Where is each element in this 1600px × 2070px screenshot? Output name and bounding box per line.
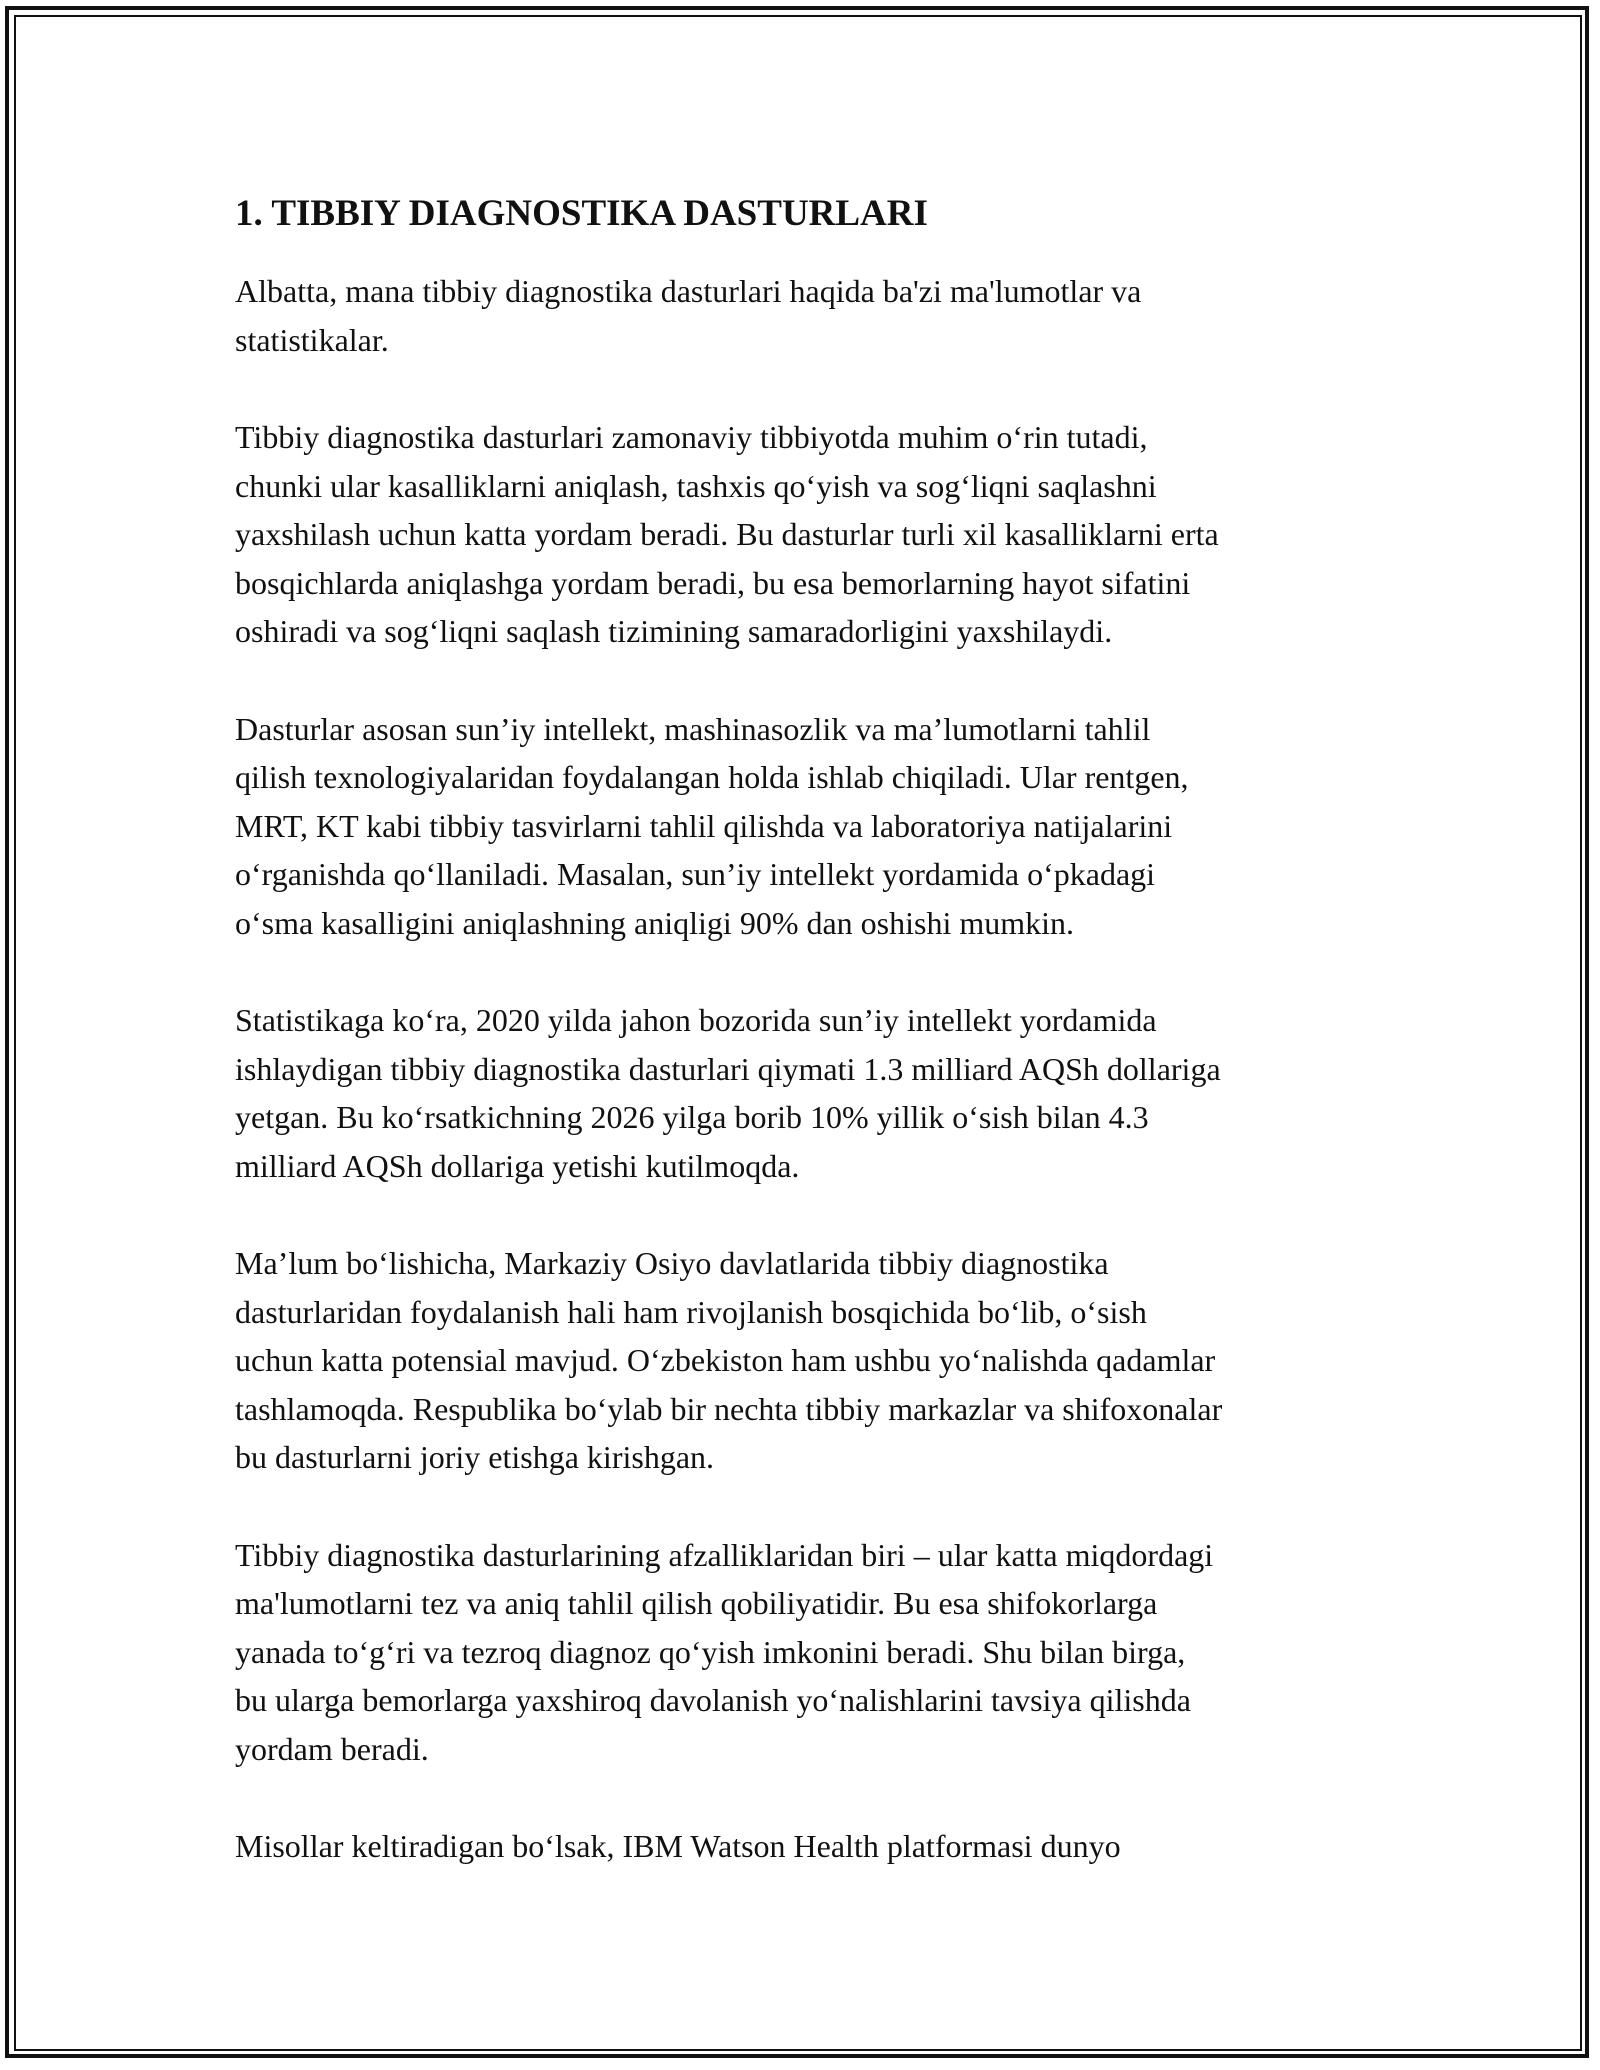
paragraph-line: uchun katta potensial mavjud. O‘zbekiston ham ushbu yo‘nalishda qadamlar xyxy=(235,1342,1216,1378)
paragraph-line: dasturlaridan foydalanish hali ham rivojlanish bosqichida bo‘lib, o‘sish xyxy=(235,1293,1147,1330)
paragraph-line: Misollar keltiradigan bo‘lsak, IBM Watson Health platformasi dunyo xyxy=(235,1828,1121,1864)
paragraph-line: yaxshilash uchun katta yordam beradi. Bu dasturlar turli xil kasalliklarni erta xyxy=(235,516,1219,552)
paragraph-line: ma'lumotlarni tez va aniq tahlil qilish qobiliyatidir. Bu esa shifokorlarga xyxy=(235,1585,1158,1621)
paragraph-line: MRT, KT kabi tibbiy tasvirlarni tahlil qilishda va laboratoriya natijalarini xyxy=(235,807,1173,844)
paragraph-line: tashlamoqda. Respublika bo‘ylab bir nechta tibbiy markazlar va shifoxonalar xyxy=(235,1390,1223,1427)
paragraph-line: milliard AQSh dollariga yetishi kutilmoqda. xyxy=(235,1147,800,1184)
paragraph-line: Statistikaga ko‘ra, 2020 yilda jahon bozorida sun’iy intellekt yordamida xyxy=(235,1002,1157,1038)
paragraph-line: bu dasturlarni joriy etishga kirishgan. xyxy=(235,1439,715,1475)
paragraph-line: yanada to‘g‘ri va tezroq diagnoz qo‘yish imkonini beradi. Shu bilan birga, xyxy=(235,1633,1186,1670)
paragraph-line: Dasturlar asosan sun’iy intellekt, mashinasozlik va ma’lumotlarni tahlil xyxy=(235,710,1151,747)
paragraph-line: ishlaydigan tibbiy diagnostika dasturlari qiymati 1.3 milliard AQSh dollariga xyxy=(235,1050,1221,1087)
paragraph xyxy=(235,1239,1395,1482)
paragraph-list xyxy=(235,267,1395,1871)
paragraph-line: chunki ular kasalliklarni aniqlash, tashxis qo‘yish va sog‘liqni saqlashni xyxy=(235,467,1157,504)
paragraph xyxy=(235,413,1395,656)
paragraph xyxy=(235,1531,1395,1774)
paragraph xyxy=(235,267,1395,364)
paragraph-line: yetgan. Bu ko‘rsatkichning 2026 yilga borib 10% yillik o‘sish bilan 4.3 xyxy=(235,1099,1149,1135)
paragraph-line: statistikalar. xyxy=(235,321,389,358)
paragraph-line: o‘rganishda qo‘llaniladi. Masalan, sun’iy intellekt yordamida o‘pkadagi xyxy=(235,856,1156,892)
paragraph-line: Tibbiy diagnostika dasturlari zamonaviy tibbiyotda muhim o‘rin tutadi, xyxy=(235,419,1148,455)
paragraph-line: Tibbiy diagnostika dasturlarining afzalliklaridan biri – ular katta miqdordagi xyxy=(235,1536,1214,1573)
paragraph-line: yordam beradi. xyxy=(235,1730,429,1767)
paragraph-line: bu ularga bemorlarga yaxshiroq davolanish yo‘nalishlarini tavsiya qilishda xyxy=(235,1682,1191,1718)
paragraph xyxy=(235,996,1395,1190)
paragraph xyxy=(235,705,1395,948)
section-heading: 1. TIBBIY DIAGNOSTIKA DASTURLARI xyxy=(235,193,928,234)
paragraph-line: o‘sma kasalligini aniqlashning aniqligi 90% dan oshishi mumkin. xyxy=(235,904,1075,941)
paragraph-line: Ma’lum bo‘lishicha, Markaziy Osiyo davlatlarida tibbiy diagnostika xyxy=(235,1245,1109,1281)
paragraph-line: oshiradi va sog‘liqni saqlash tizimining samaradorligini yaxshilaydi. xyxy=(235,613,1113,649)
paragraph xyxy=(235,1822,1395,1871)
paragraph-line: bosqichlarda aniqlashga yordam beradi, bu esa bemorlarning hayot sifatini xyxy=(235,564,1191,601)
document-body xyxy=(235,183,1395,1871)
paragraph-line: Albatta, mana tibbiy diagnostika dasturlari haqida ba'zi ma'lumotlar va xyxy=(235,273,1142,309)
paragraph-line: qilish texnologiyalaridan foydalangan holda ishlab chiqiladi. Ular rentgen, xyxy=(235,759,1189,795)
